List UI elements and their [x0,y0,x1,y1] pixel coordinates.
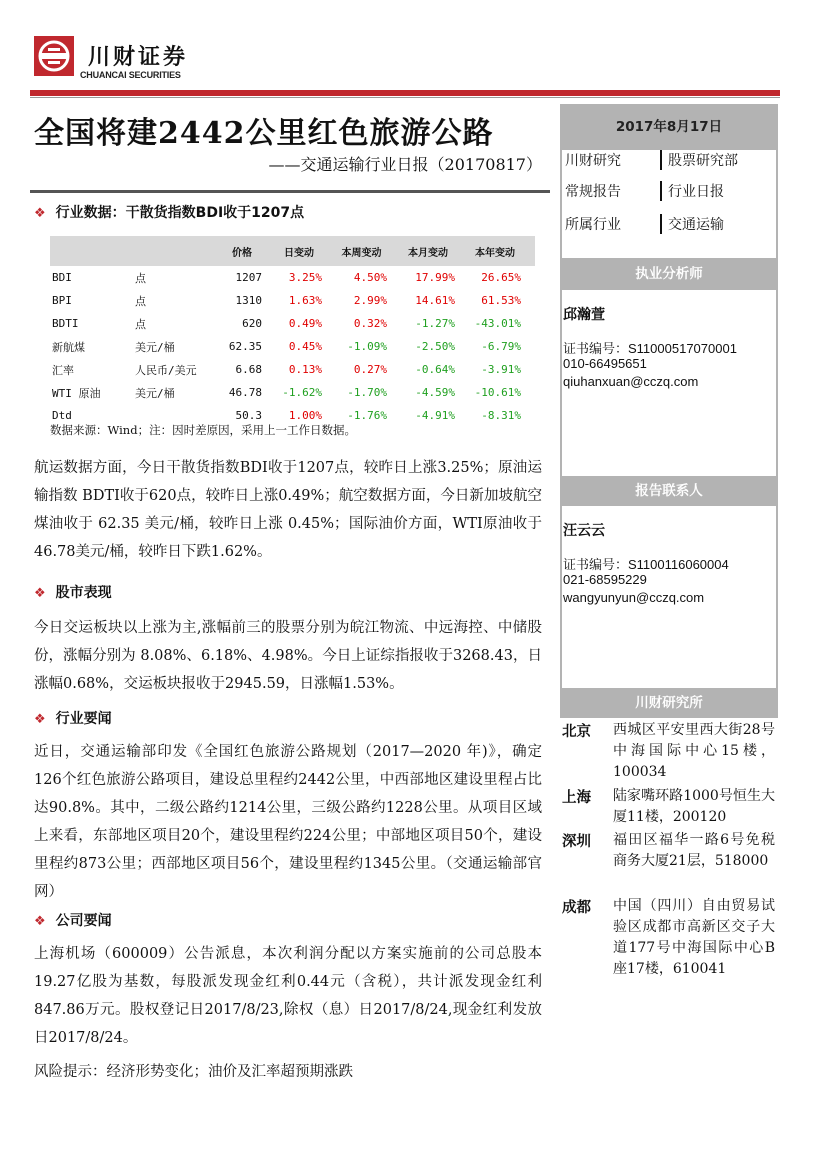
institute-band: 川财研究所 [560,688,778,718]
cell-name: Dtd [52,409,72,422]
cell-unit: 点 [135,294,146,308]
cell-d: 0.13% [288,363,322,376]
info-key: 常规报告 [565,184,621,200]
table-note: 数据来源：Wind；注：因时差原因，采用上一工作日数据。 [50,423,357,437]
cell-name: BDI [52,271,72,284]
analyst-name: 邱瀚萱 [563,307,605,323]
cell-name: BDTI [52,317,79,330]
news-paragraph: 近日，交通运输部印发《全国红色旅游公路规划（2017—2020 年)》，确定126个红色旅游公路项目，建设总里程约2442公里，中西部地区建设里程占比达90.8%。其中，二级公路约1214公里，三级公路约1228公里。从项目区域上来看，东部地区项目20个，建设里程约224公里；中部地区项目50个，建设里程约873公里；西部地区项目56个，建设里程约1345公里。（交通运输部官网） [34,744,542,900]
cell-price: 1207 [235,271,262,284]
cell-name: 汇率 [52,363,74,377]
cell-y: 61.53% [481,294,521,307]
market-paragraph: 今日交运板块以上涨为主,涨幅前三的股票分别为皖江物流、中远海控、中储股份，涨幅分别为 8.08%、6.18%、4.98%。今日上证综指报收于3268.43，日涨幅0.68%，交运板块报收于2945.59，日涨幅1.53%。 [34,620,542,692]
info-value: 行业日报 [660,181,724,201]
section-company: ❖ 公司要闻 [34,913,112,929]
cell-w: -1.70% [347,386,387,399]
office-city: 成都 [562,900,591,916]
info-key: 所属行业 [565,217,621,233]
cell-m: -4.59% [415,386,455,399]
cell-y: -43.01% [474,317,521,330]
cell-unit: 点 [135,271,146,285]
info-value: 股票研究部 [660,150,738,170]
col-yearly: 本年变动 [475,247,515,259]
contact-name: 汪云云 [563,523,605,539]
company-logo-icon [34,36,74,76]
info-key: 川财研究 [565,153,621,169]
cell-price: 62.35 [228,340,262,353]
cell-y: -10.61% [474,386,521,399]
contact-phone: 021-68595229 [563,572,647,587]
section-news: ❖ 行业要闻 [34,711,112,727]
report-date: 2017年8月17日 [560,104,778,150]
table-row [50,266,535,289]
office-city: 上海 [562,790,591,806]
col-daily: 日变动 [284,247,314,259]
cell-price: 1310 [235,294,262,307]
section-market: ❖ 股市表现 [34,585,112,601]
table-header [50,236,535,266]
report-subtitle: ——交通运输行业日报（20170817） [268,155,542,174]
cell-price: 50.3 [235,409,262,422]
table-row [50,358,535,381]
cell-m: -0.64% [415,363,455,376]
cell-name: BPI [52,294,72,307]
cell-unit: 人民币/美元 [135,363,197,377]
report-title: 全国将建2442公里红色旅游公路 [34,116,494,151]
cell-w: 4.50% [353,271,387,284]
office-city: 北京 [562,724,591,740]
cell-d: 3.25% [288,271,322,284]
analyst-band: 执业分析师 [560,258,778,290]
col-weekly: 本周变动 [341,247,382,259]
analyst-phone: 010-66495651 [563,356,647,371]
cell-y: -6.79% [481,340,521,353]
analyst-cert: 证书编号：S1100051707000​1 [563,341,737,356]
office-address: 福田区福华一路6号免税商务大厦21层，518000 [613,832,775,869]
table-row [50,312,535,335]
table-row [50,335,535,358]
contact-cert: 证书编号：S1100116060004 [563,557,729,572]
cell-unit: 美元/桶 [135,340,175,354]
info-value: 交通运输 [660,214,724,234]
cell-unit: 点 [135,317,146,331]
contact-email: wangyunyun@cczq.com [563,590,705,605]
cell-m: -4.91% [415,409,455,422]
office-address: 西城区平安里西大街28号中海国际中心15楼，100034 [613,722,775,780]
shipping-paragraph: 航运数据方面，今日干散货指数BDI收于1207点，较昨日上涨3.25%；原油运输指数 BDTI收于620点，较昨日上涨0.49%；航空数据方面，今日新加坡航空煤油收于 62.35 美元/桶，较昨日上涨 0.45%；国际油价方面，WTI原油收于46.78美元/桶，较昨日下跌1.62%。 [34,460,542,560]
analyst-email: qiuhanxuan@cczq.com [563,374,699,389]
diamond-bullet-icon: ❖ [34,206,46,221]
brand-name-en: CHUANCAI SECURITIES [80,70,181,80]
cell-w: -1.09% [347,340,387,353]
office-address: 陆家嘴环路1000号恒生大厦11楼，200120 [613,788,775,825]
cell-w: 2.99% [353,294,387,307]
contact-band: 报告联系人 [560,476,778,506]
market-data-table [50,236,535,427]
table-row [50,381,535,404]
diamond-bullet-icon: ❖ [34,712,46,727]
header-divider [30,90,780,96]
risk-warning: 风险提示：经济形势变化；油价及汇率超预期涨跌 [34,1064,353,1080]
header-divider-thin [30,97,780,98]
office-address: 中国（四川）自由贸易试验区成都市高新区交子大道177号中海国际中心B座17楼，610041 [613,898,775,977]
table-row [50,289,535,312]
cell-m: -1.27% [415,317,455,330]
cell-w: 0.27% [353,363,387,376]
table-body [50,266,535,427]
diamond-bullet-icon: ❖ [34,586,46,601]
col-monthly: 本月变动 [408,247,448,259]
cell-name: WTI 原油 [52,386,101,400]
cell-w: -1.76% [347,409,387,422]
section-industry-data: ❖ 行业数据：干散货指数BDI收于1207点 [34,205,305,221]
cell-m: 14.61% [415,294,455,307]
cell-w: 0.32% [353,317,387,330]
cell-d: 1.00% [288,409,322,422]
cell-unit: 美元/桶 [135,386,175,400]
title-divider [30,190,550,193]
cell-price: 46.78 [228,386,262,399]
cell-d: 1.63% [288,294,322,307]
col-price: 价格 [232,247,252,259]
cell-m: 17.99% [415,271,455,284]
office-city: 深圳 [562,834,591,850]
cell-y: -8.31% [481,409,521,422]
cell-d: 0.49% [288,317,322,330]
cell-price: 620 [242,317,262,330]
cell-y: 26.65% [481,271,521,284]
cell-d: -1.62% [282,386,322,399]
cell-m: -2.50% [415,340,455,353]
cell-d: 0.45% [288,340,322,353]
brand-name: 川财证券 [88,45,189,70]
diamond-bullet-icon: ❖ [34,914,46,929]
cell-name: 新航煤 [52,340,85,354]
company-paragraph: 上海机场（600009）公告派息，本次利润分配以方案实施前的公司总股本19.27亿股为基数，每股派发现金红利0.44元（含税），共计派发现金红利847.86万元。股权登记日2017/8/23,除权（息）日2017/8/24,现金红利发放日2017/8/24。 [34,946,542,1046]
cell-y: -3.91% [481,363,521,376]
cell-price: 6.68 [235,363,262,376]
